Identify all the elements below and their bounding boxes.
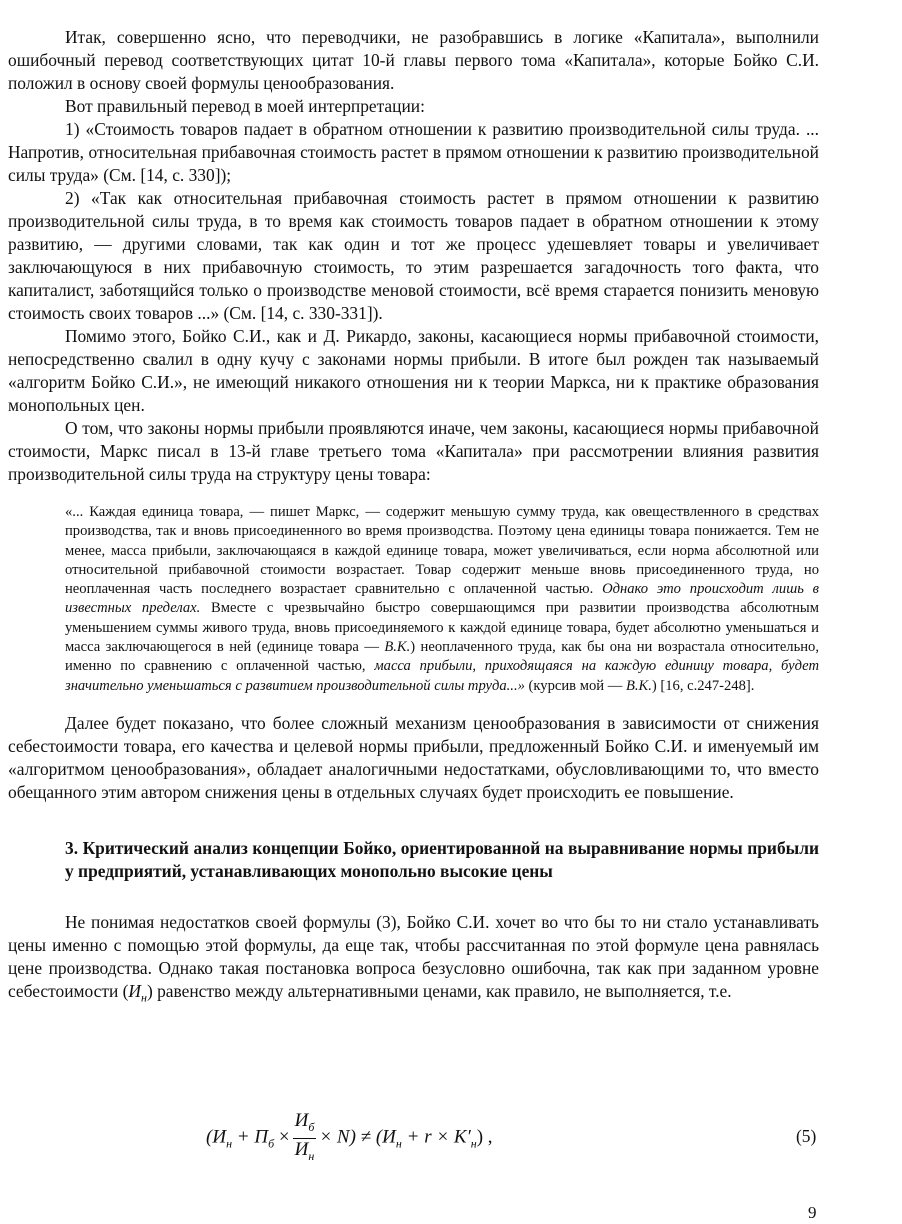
quote-italic: В.К. <box>384 639 411 656</box>
quote-italic: масса прибыли, приходящаяся на каждую единицу товара, будет значительно уменьшаться с развитием производительной силы труда...» <box>65 658 819 694</box>
formula <box>206 1110 826 1170</box>
quote-text: Вместе с чрезвычайно быстро совершающимся при развитии производства абсолютным уменьшением суммы живого труда, вновь присоединяемого к каждой единице товара, будет абсолютно уменьшаться и масса заключающегося в ней (единице товара — <box>65 600 819 656</box>
paragraph: 2) «Так как относительная прибавочная стоимость растет в прямом отношении к развитию производительной силы труда, в то время как стоимость товаров падает в обратном отношении к этому развитию, — другими словами, так как один и тот же процесс удешевляет товары и увеличивает заключающуюся в них прибавочную стоимость, то этим разрешается загадочность того факта, что капиталист, заботящийся только о производстве меновой стоимости, всё время старается понизить меновую стоимость своих товаров ...» (См. [14, с. 330-331]). <box>8 188 819 323</box>
fraction-denominator: И <box>294 1138 309 1160</box>
quote-text: ) неоплаченного труда, как бы она ни возрастала относительно, именно по сравнению с оплаченной частью, <box>65 639 820 675</box>
paragraph: Вот правильный перевод в моей интерпретации: <box>65 96 425 116</box>
paragraph: Итак, совершенно ясно, что переводчики, не разобравшись в логике «Капитала», выполнили ошибочный перевод соответствующих цитат 10-й главы первого тома «Капитала», которые Бойко С.И. положил в основу своей формулы ценообразования. <box>8 27 819 93</box>
paragraph: Далее будет показано, что более сложный механизм ценообразования в зависимости от снижения себестоимости товара, его качества и целевой нормы прибыли, предложенный Бойко С.И. и именуемый им «алгоритмом ценообразования», обладает аналогичными недостатками, обусловливающими то, что вместо обещанного этим автором снижения цены в отдельных случаях будет происходить ее повышение. <box>8 712 819 802</box>
formula-sub: н <box>308 1148 315 1163</box>
formula-sub: б <box>308 1119 315 1134</box>
paragraph-text: Не понимая недостатков своей формулы (3), Бойко С.И. хочет во что бы то ни стало устанавливать цены именно с помощью этой формулы, да еще так, чтобы рассчитанная по этой формуле цена равнялась цене производства. Однако такая постановка вопроса безусловно ошибочна, так как при заданном уровне себестоимости ( <box>8 911 819 1001</box>
formula-part: + П <box>232 1126 269 1148</box>
equation-number: (5) <box>796 1126 817 1146</box>
formula-part: + r × K′ <box>401 1126 471 1148</box>
paragraph <box>8 911 819 1009</box>
quote-italic: В.К. <box>625 677 652 694</box>
paragraph: Помимо этого, Бойко С.И., как и Д. Рикардо, законы, касающиеся нормы прибавочной стоимости, непосредственно свалил в одну кучу с законами нормы прибыли. В итоге был рожден так называемый «алгоритм Бойко С.И.», не имеющий никакого отношения ни к теории Маркса, ни к практике образования монопольных цен. <box>8 326 819 415</box>
page-number: 9 <box>808 1203 817 1222</box>
quote-text: (курсив мой — <box>524 677 626 694</box>
formula-sub: н <box>226 1136 233 1151</box>
quote-text: «... Каждая единица товара, — пишет Маркс, — содержит меньшую сумму труда, как овеществленного в средствах производства, так и вновь присоединенного во время производства. Поэтому цена единицы товара понижается. Тем не менее, масса прибыли, заключающаяся в каждой единице товара, может увеличиваться, если норма абсолютной или относительной прибавочной стоимости возрастает. Товар содержит меньше вновь присоединенного труда, но неоплаченная часть последнего возрастает сравнительно с оплаченной частью. <box>65 504 819 598</box>
quote-italic: Однако это происходит лишь в известных пределах. <box>65 581 819 617</box>
formula-sub: б <box>268 1136 275 1151</box>
section-heading: 3. Критический анализ концепции Бойко, ориентированной на выравнивание нормы прибыли у предприятий, устанавливающих монопольно высокие цены <box>65 837 819 881</box>
formula-sub: н <box>470 1136 477 1151</box>
fraction-numerator: И <box>294 1110 309 1131</box>
quote-text: ) [16, с.247-248]. <box>651 677 755 694</box>
paragraph: О том, что законы нормы прибыли проявляются иначе, чем законы, касающиеся нормы прибавочной стоимости, Маркс писал в 13-й главе третьего тома «Капитала» при рассмотрении влияния развития производительной силы труда на структуру цены товара: <box>8 418 819 484</box>
paragraph-text: ) равенство между альтернативными ценами, как правило, не выполняется, т.е. <box>146 980 732 1001</box>
paragraph: 1) «Стоимость товаров падает в обратном отношении к развитию производительной силы труда. ... Напротив, относительная прибавочная стоимость растет в прямом отношении к развитию производительной силы труда» (См. [14, с. 330]); <box>8 119 819 185</box>
symbol: И <box>128 980 141 1001</box>
document-page <box>8 26 819 1009</box>
formula-part: ) , <box>476 1126 493 1148</box>
formula-part: × <box>274 1126 290 1148</box>
formula-part: (И <box>206 1126 227 1148</box>
formula-sub: н <box>395 1136 402 1151</box>
block-quote <box>65 503 819 696</box>
formula-part: × N) ≠ (И <box>319 1126 396 1148</box>
symbol-subscript: н <box>140 990 147 1005</box>
fraction <box>293 1110 317 1167</box>
